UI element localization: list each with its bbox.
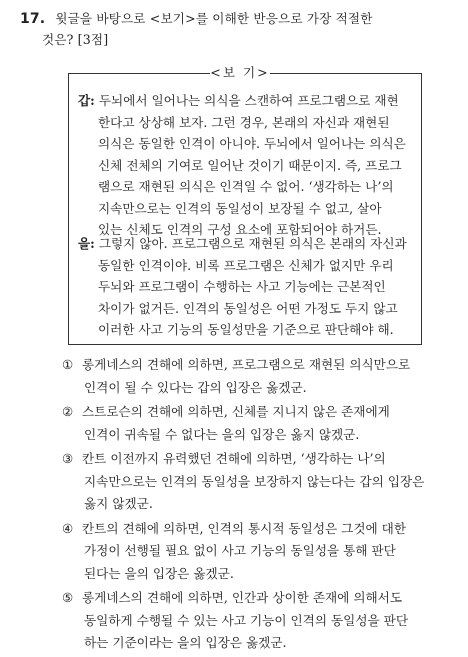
option-4[interactable] [62,518,432,586]
gap-line: 한다고 상상해 보자. 그런 경우, 본래의 자신과 재현된 [98,114,390,130]
gap-text-1: 두뇌에서 일어나는 의식을 스캔하여 프로그램으로 재현 [98,93,399,108]
option-text: 롱게네스의 견해에 의하면, 인간과 상이한 존재에 의해서도 [82,590,402,605]
option-line: 가정이 선행될 필요 없이 사고 기능의 동일성을 통해 판단 [84,543,396,558]
eul-label: 을: [78,236,95,251]
option-marker: ⑤ [62,590,74,605]
gap-line: 신체 전체의 기여로 일어난 것이기 때문이지. 즉, 프로그 [98,157,402,173]
gap-line: 지속만으로는 인격의 동일성이 보장될 수 없고, 살아 [98,200,382,216]
answer-options [62,354,432,657]
option-marker: ③ [62,451,74,466]
option-line [62,448,432,471]
gap-line: 의식은 동일한 인격이 아니야. 두뇌에서 일어나는 의식은 [98,136,406,151]
option-line: 된다는 을의 입장은 옳겠군. [84,565,234,581]
option-line: 동일하게 수행될 수 있는 사고 기능이 인격의 동일성을 판단 [84,612,408,628]
option-3[interactable] [62,448,432,516]
option-text: 칸트의 견해에 의하면, 인격의 통시적 동일성은 그것에 대한 [82,520,406,536]
option-marker: ② [62,404,74,419]
option-text: 칸트 이전까지 유력했던 견해에 의하면, ‘생각하는 나’의 [82,451,386,466]
option-line [62,354,432,377]
eul-line [78,233,418,255]
option-text: 스트로슨의 견해에 의하면, 신체를 지니지 않은 존재에게 [82,404,390,419]
question-number: 17. [20,11,46,27]
eul-line: 차이가 없거든. 인격의 동일성은 어떤 가정도 두지 않고 [98,300,398,316]
eul-line: 동일한 인격이야. 비록 프로그램은 신체가 없지만 우리 [98,257,394,273]
option-line: 옳지 않겠군. [84,496,153,511]
gap-line: 램으로 재현된 의식은 인격일 수 없어. ‘생각하는 나’의 [98,179,394,194]
option-2[interactable] [62,401,432,446]
bogi-title: <보 기> [210,65,270,80]
option-line: 지속만으로는 인격의 동일성을 보장하지 않는다는 갑의 입장은 [84,473,425,489]
question-line-2: 것은? [3점] [42,32,109,47]
option-1[interactable] [62,354,432,399]
option-marker: ① [62,357,74,372]
gap-statement [78,90,418,241]
option-text: 롱게네스의 견해에 의하면, 프로그램으로 재현된 의식만으로 [82,357,411,372]
gap-line: 있는 신체도 인격의 구성 요소에 포함되어야 하거든. [98,222,382,237]
option-line: 하는 기준이라는 을의 입장은 옳겠군. [84,635,287,650]
question-text-1: 윗글을 바탕으로 <보기>를 이해한 반응으로 가장 적절한 [55,11,373,26]
question-line-1 [20,8,452,29]
eul-statement [78,233,418,341]
option-line: 인격이 귀속될 수 없다는 을의 입장은 옳지 않겠군. [84,426,360,442]
option-marker: ④ [62,520,74,536]
eul-line: 이러한 사고 기능의 동일성만을 기준으로 판단해야 해. [98,322,394,337]
gap-label: 갑: [78,93,95,108]
gap-line [78,90,418,112]
option-line [62,587,432,610]
question-header [20,8,452,50]
eul-text-1: 그렇지 않아. 프로그램으로 재현된 의식은 본래의 자신과 [98,236,407,251]
option-5[interactable] [62,587,432,655]
option-line: 인격이 될 수 있다는 갑의 입장은 옳겠군. [84,379,307,395]
eul-line: 두뇌와 프로그램이 수행하는 사고 기능에는 근본적인 [98,279,386,294]
option-line [62,518,432,541]
option-line [62,401,432,424]
